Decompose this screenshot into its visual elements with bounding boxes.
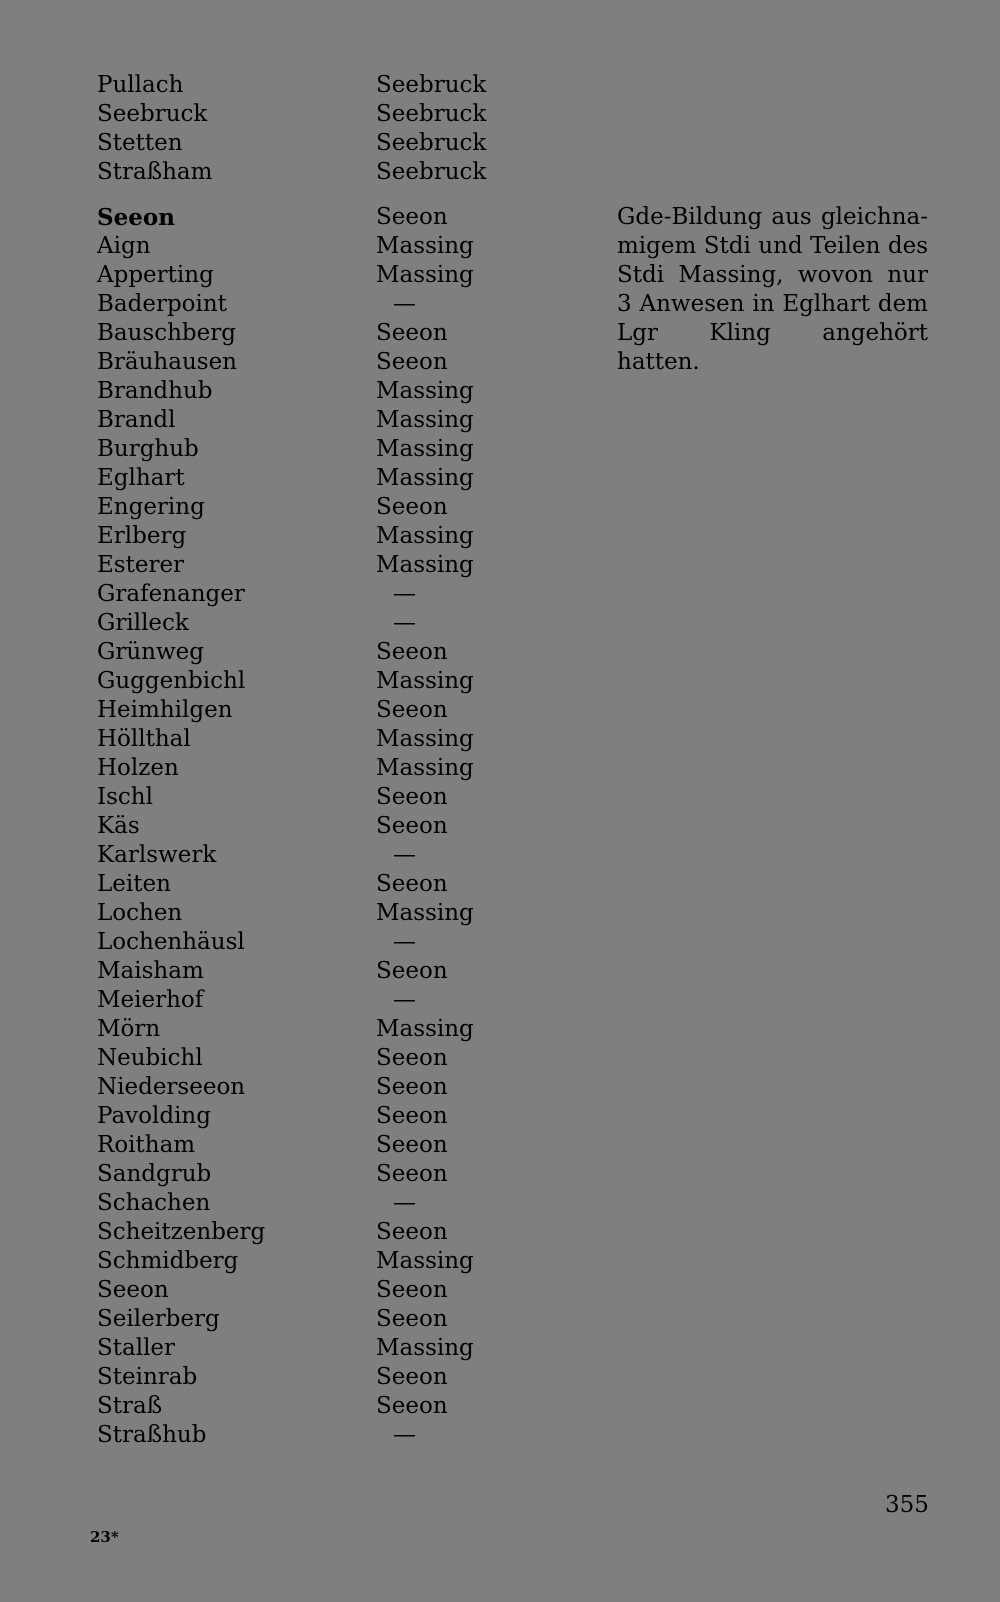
stdi-name: Seeon bbox=[376, 1393, 448, 1419]
table-row bbox=[0, 1392, 1000, 1421]
stdi-name: Seeon bbox=[376, 958, 448, 984]
stdi-name: Seeon bbox=[376, 1074, 448, 1100]
table-row bbox=[0, 1102, 1000, 1131]
place-name: Straßham bbox=[97, 159, 213, 185]
stdi-name: — bbox=[393, 1190, 416, 1216]
place-name: Scheitzenberg bbox=[97, 1219, 266, 1245]
table-row bbox=[0, 1131, 1000, 1160]
table-row bbox=[0, 986, 1000, 1015]
place-name: Holzen bbox=[97, 755, 179, 781]
stdi-name: Seebruck bbox=[376, 130, 487, 156]
table-row bbox=[0, 1421, 1000, 1450]
place-name: Guggenbichl bbox=[97, 668, 246, 694]
stdi-name: Seebruck bbox=[376, 159, 487, 185]
table-row bbox=[0, 551, 1000, 580]
place-name: Bauschberg bbox=[97, 320, 236, 346]
place-name: Leiten bbox=[97, 871, 171, 897]
place-name: Steinrab bbox=[97, 1364, 198, 1390]
stdi-name: — bbox=[393, 842, 416, 868]
place-name: Seilerberg bbox=[97, 1306, 220, 1332]
stdi-name: Seeon bbox=[376, 1103, 448, 1129]
table-row bbox=[0, 100, 1000, 129]
place-name: Schachen bbox=[97, 1190, 211, 1216]
place-name: Lochenhäusl bbox=[97, 929, 245, 955]
place-name: Sandgrub bbox=[97, 1161, 212, 1187]
place-name: Stetten bbox=[97, 130, 183, 156]
table-row bbox=[0, 522, 1000, 551]
table-row bbox=[0, 377, 1000, 406]
stdi-name: — bbox=[393, 581, 416, 607]
table-row bbox=[0, 1044, 1000, 1073]
stdi-name: Seeon bbox=[376, 1161, 448, 1187]
table-row bbox=[0, 928, 1000, 957]
table-row bbox=[0, 667, 1000, 696]
stdi-name: Seeon bbox=[376, 320, 448, 346]
stdi-name: — bbox=[393, 610, 416, 636]
place-name: Maisham bbox=[97, 958, 204, 984]
stdi-name: Massing bbox=[376, 233, 474, 259]
place-name: Aign bbox=[97, 233, 151, 259]
stdi-name: Massing bbox=[376, 1016, 474, 1042]
table-row bbox=[0, 783, 1000, 812]
stdi-name: — bbox=[393, 1422, 416, 1448]
stdi-name: Seebruck bbox=[376, 101, 487, 127]
stdi-name: Seeon bbox=[376, 639, 448, 665]
place-name: Mörn bbox=[97, 1016, 161, 1042]
place-name: Esterer bbox=[97, 552, 185, 578]
place-name: Baderpoint bbox=[97, 291, 227, 317]
place-name: Burghub bbox=[97, 436, 199, 462]
stdi-name: — bbox=[393, 929, 416, 955]
stdi-name: Seebruck bbox=[376, 72, 487, 98]
signature-mark: 23* bbox=[90, 1528, 119, 1546]
place-name: Eglhart bbox=[97, 465, 185, 491]
table-row bbox=[0, 870, 1000, 899]
place-name: Roitham bbox=[97, 1132, 196, 1158]
place-name: Staller bbox=[97, 1335, 176, 1361]
place-name: Seeon bbox=[97, 204, 175, 231]
table-row bbox=[0, 1218, 1000, 1247]
table-row bbox=[0, 609, 1000, 638]
place-name: Neubichl bbox=[97, 1045, 203, 1071]
stdi-name: Massing bbox=[376, 668, 474, 694]
stdi-name: Massing bbox=[376, 1248, 474, 1274]
place-name: Heimhilgen bbox=[97, 697, 233, 723]
place-name: Meierhof bbox=[97, 987, 204, 1013]
stdi-name: Seeon bbox=[376, 697, 448, 723]
table-row bbox=[0, 1363, 1000, 1392]
table-row bbox=[0, 406, 1000, 435]
note-line: Stdi Massing, wovon nur bbox=[617, 262, 928, 288]
table-row bbox=[0, 435, 1000, 464]
table-row bbox=[0, 1189, 1000, 1218]
place-name: Bräuhausen bbox=[97, 349, 237, 375]
table-row bbox=[0, 957, 1000, 986]
place-name: Grilleck bbox=[97, 610, 189, 636]
place-name: Karlswerk bbox=[97, 842, 217, 868]
stdi-name: Massing bbox=[376, 262, 474, 288]
place-name: Engering bbox=[97, 494, 205, 520]
table-row bbox=[0, 638, 1000, 667]
place-name: Straß bbox=[97, 1393, 163, 1419]
place-name: Ischl bbox=[97, 784, 153, 810]
table-row bbox=[0, 754, 1000, 783]
page-number: 355 bbox=[885, 1492, 929, 1518]
table-row bbox=[0, 580, 1000, 609]
table-row bbox=[0, 1305, 1000, 1334]
stdi-name: Massing bbox=[376, 726, 474, 752]
place-name: Seeon bbox=[97, 1277, 169, 1303]
stdi-name: Seeon bbox=[376, 1219, 448, 1245]
stdi-name: Seeon bbox=[376, 494, 448, 520]
place-name: Seebruck bbox=[97, 101, 208, 127]
place-name: Brandhub bbox=[97, 378, 213, 404]
place-name: Schmidberg bbox=[97, 1248, 239, 1274]
table-row bbox=[0, 158, 1000, 187]
stdi-name: Seeon bbox=[376, 871, 448, 897]
table-row bbox=[0, 1160, 1000, 1189]
stdi-name: Massing bbox=[376, 436, 474, 462]
table-row bbox=[0, 1073, 1000, 1102]
table-row bbox=[0, 464, 1000, 493]
note-line: Lgr Kling angehört hatten. bbox=[617, 320, 928, 375]
stdi-name: Seeon bbox=[376, 1132, 448, 1158]
stdi-name: Seeon bbox=[376, 349, 448, 375]
note-line: migem Stdi und Teilen des bbox=[617, 233, 928, 259]
table-row bbox=[0, 812, 1000, 841]
stdi-name: Massing bbox=[376, 755, 474, 781]
stdi-name: Seeon bbox=[376, 204, 448, 230]
stdi-name: Seeon bbox=[376, 784, 448, 810]
stdi-name: Massing bbox=[376, 378, 474, 404]
table-row bbox=[0, 493, 1000, 522]
stdi-name: Seeon bbox=[376, 1306, 448, 1332]
stdi-name: Seeon bbox=[376, 1364, 448, 1390]
place-name: Grafenanger bbox=[97, 581, 245, 607]
place-name: Apperting bbox=[97, 262, 214, 288]
place-name: Straßhub bbox=[97, 1422, 207, 1448]
stdi-name: Seeon bbox=[376, 1045, 448, 1071]
stdi-name: — bbox=[393, 987, 416, 1013]
place-name: Lochen bbox=[97, 900, 183, 926]
place-name: Käs bbox=[97, 813, 140, 839]
place-name: Niederseeon bbox=[97, 1074, 246, 1100]
commune-note bbox=[617, 203, 928, 377]
place-name: Pullach bbox=[97, 72, 184, 98]
table-row bbox=[0, 1015, 1000, 1044]
stdi-name: Massing bbox=[376, 465, 474, 491]
table-row bbox=[0, 1247, 1000, 1276]
table-row bbox=[0, 841, 1000, 870]
stdi-name: Massing bbox=[376, 552, 474, 578]
table-row bbox=[0, 71, 1000, 100]
stdi-name: — bbox=[393, 291, 416, 317]
stdi-name: Seeon bbox=[376, 1277, 448, 1303]
note-line: 3 Anwesen in Eglhart dem bbox=[617, 291, 928, 317]
table-row bbox=[0, 1334, 1000, 1363]
place-name: Brandl bbox=[97, 407, 176, 433]
stdi-name: Massing bbox=[376, 900, 474, 926]
stdi-name: Massing bbox=[376, 523, 474, 549]
table-row bbox=[0, 899, 1000, 928]
table-row bbox=[0, 1276, 1000, 1305]
place-name: Pavolding bbox=[97, 1103, 211, 1129]
table-row bbox=[0, 129, 1000, 158]
table-row bbox=[0, 725, 1000, 754]
place-name: Höllthal bbox=[97, 726, 191, 752]
note-line: Gde-Bildung aus gleichna- bbox=[617, 204, 928, 230]
stdi-name: Massing bbox=[376, 1335, 474, 1361]
stdi-name: Massing bbox=[376, 407, 474, 433]
stdi-name: Seeon bbox=[376, 813, 448, 839]
table-row bbox=[0, 696, 1000, 725]
place-name: Erlberg bbox=[97, 523, 187, 549]
place-name: Grünweg bbox=[97, 639, 205, 665]
